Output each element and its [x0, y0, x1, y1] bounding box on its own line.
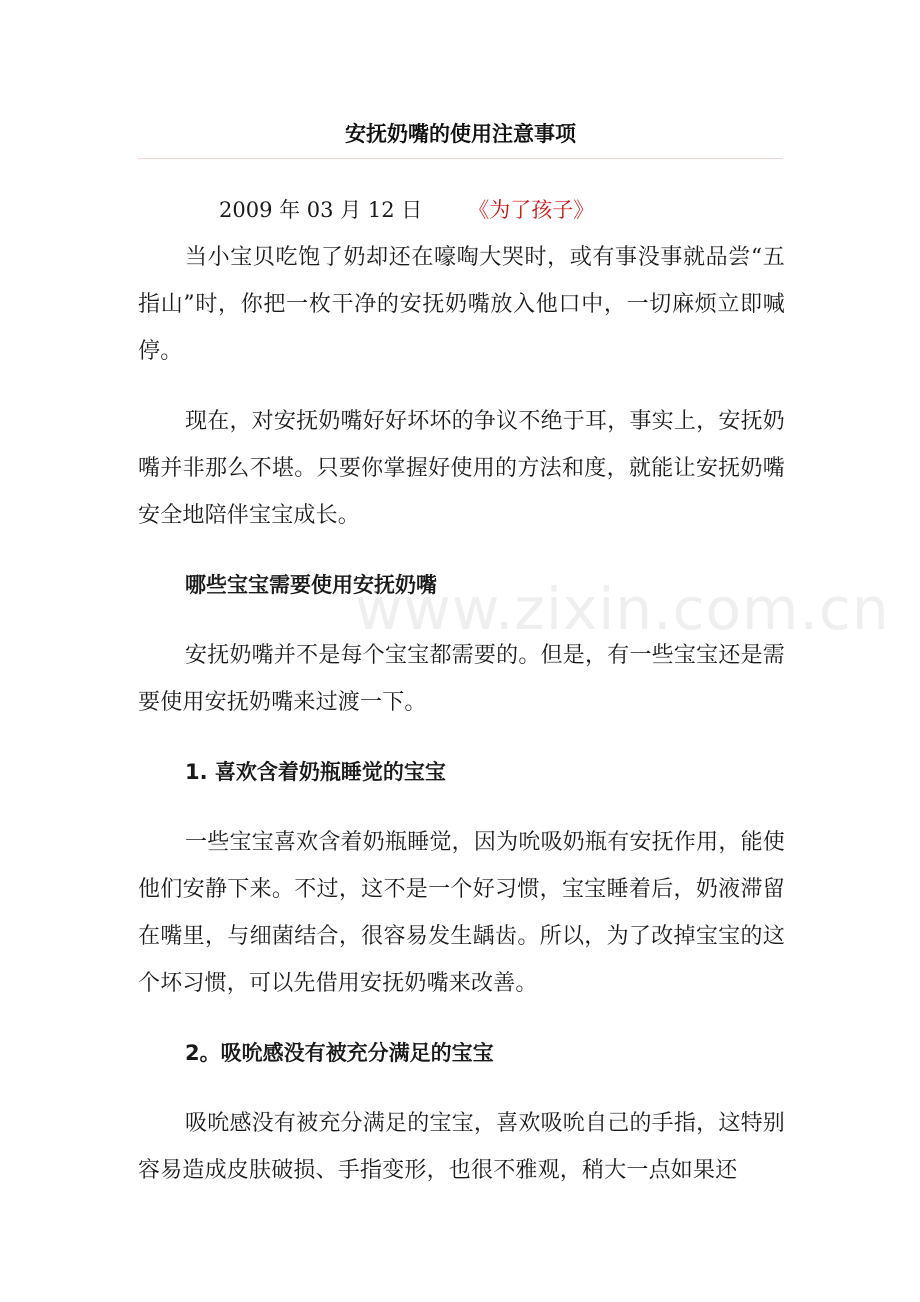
paragraph-3: 吸吮感没有被充分满足的宝宝，喜欢吸吮自己的手指，这特别容易造成皮肤破损、手指变形，也很不雅观，稍大一点如果还 — [138, 1111, 785, 1183]
paragraph-2: 一些宝宝喜欢含着奶瓶睡觉，因为吮吸奶瓶有安抚作用，能使他们安静下来。不过，这不是一个好习惯，宝宝睡着后，奶液滞留在嘴里，与细菌结合，很容易发生龋齿。所以，为了改掉宝宝的这个坏习惯，可以先借用安抚奶嘴来改善。 — [138, 830, 785, 996]
paragraph-intro-2: 现在，对安抚奶嘴好好坏坏的争议不绝于耳，事实上，安抚奶嘴并非那么不堪。只要你掌握好使用的方法和度，就能让安抚奶嘴安全地陪伴宝宝成长。 — [138, 409, 785, 528]
paragraph-intro-1: 当小宝贝吃饱了奶却还在嚎啕大哭时，或有事没事就品尝“五指山”时，你把一枚干净的安抚奶嘴放入他口中，一切麻烦立即喊停。 — [138, 245, 785, 364]
dateline — [219, 194, 594, 224]
section-heading-1: 哪些宝宝需要使用安抚奶嘴 — [185, 573, 437, 597]
paragraph-1: 安抚奶嘴并不是每个宝宝都需要的。但是，有一些宝宝还是需要使用安抚奶嘴来过渡一下。 — [138, 643, 785, 715]
section-heading-2: 1. 喜欢含着奶瓶睡觉的宝宝 — [185, 760, 446, 784]
article-title: 安抚奶嘴的使用注意事项 — [345, 122, 576, 146]
section-heading-3: 2。吸吮感没有被充分满足的宝宝 — [185, 1041, 494, 1065]
watermark: www.zixin.com.cn — [355, 575, 890, 643]
source-name: 《为了孩子》 — [468, 198, 595, 222]
publish-date: 2009 年 03 月 12 日 — [219, 198, 423, 222]
title-divider — [138, 158, 783, 159]
article-body — [138, 234, 785, 1217]
